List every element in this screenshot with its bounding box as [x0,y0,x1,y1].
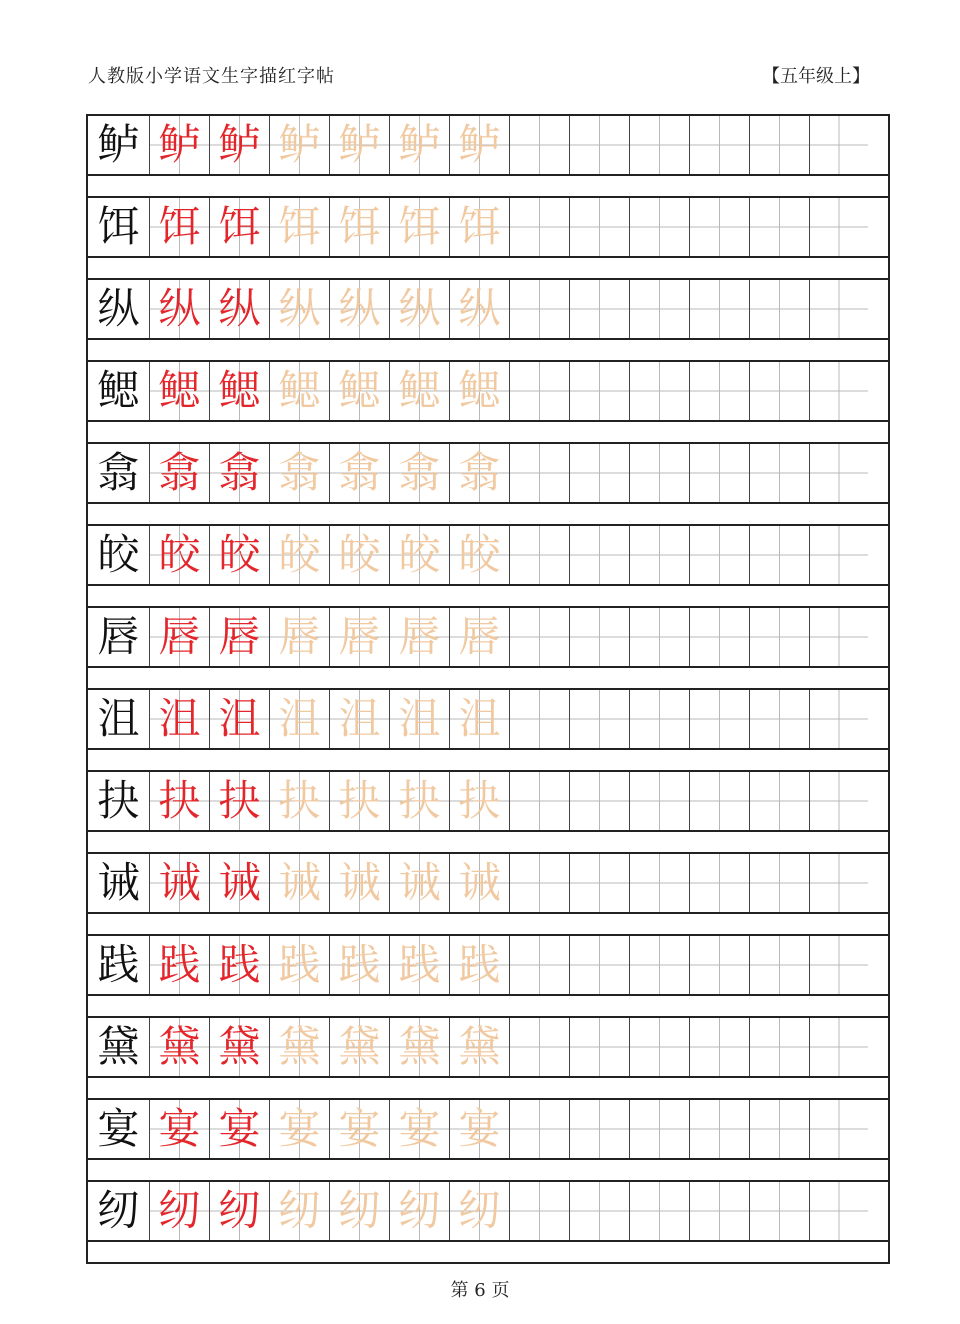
trace-character: 黛 [390,1018,450,1076]
blank-practice-cell[interactable] [690,444,750,502]
red-character: 践 [150,936,210,994]
trace-character: 沮 [270,690,330,748]
row-spacer [88,340,888,362]
practice-row [88,526,888,586]
trace-character: 鲈 [270,116,330,174]
blank-practice-cell[interactable] [510,936,570,994]
workbook-title: 人教版小学语文生字描红字帖 [88,66,335,87]
blank-practice-cell[interactable] [570,1182,630,1240]
blank-practice-cell[interactable] [750,362,810,420]
blank-practice-cell[interactable] [810,608,868,666]
red-character: 饵 [210,198,270,256]
model-character: 饵 [88,198,150,256]
trace-character: 鳃 [450,362,510,420]
trace-character: 践 [390,936,450,994]
blank-practice-cell[interactable] [810,854,868,912]
practice-row [88,444,888,504]
blank-practice-cell[interactable] [630,690,690,748]
red-character: 翕 [150,444,210,502]
trace-character: 抉 [390,772,450,830]
trace-character: 翕 [390,444,450,502]
red-character: 抉 [210,772,270,830]
trace-character: 饵 [390,198,450,256]
row-spacer [88,176,888,198]
trace-character: 纫 [390,1182,450,1240]
red-character: 沮 [150,690,210,748]
model-character: 鳃 [88,362,150,420]
model-character: 践 [88,936,150,994]
red-character: 纫 [150,1182,210,1240]
model-character: 纫 [88,1182,150,1240]
blank-practice-cell[interactable] [750,608,810,666]
trace-character: 鲈 [450,116,510,174]
blank-practice-cell[interactable] [630,198,690,256]
blank-practice-cell[interactable] [630,280,690,338]
row-spacer [88,422,888,444]
red-character: 鲈 [210,116,270,174]
trace-character: 宴 [450,1100,510,1158]
blank-practice-cell[interactable] [690,690,750,748]
practice-row [88,690,888,750]
trace-character: 鳃 [330,362,390,420]
practice-grid [86,114,890,1264]
blank-practice-cell[interactable] [750,1018,810,1076]
blank-practice-cell[interactable] [750,116,810,174]
practice-row [88,280,888,340]
blank-practice-cell[interactable] [690,1018,750,1076]
trace-character: 践 [330,936,390,994]
blank-practice-cell[interactable] [690,772,750,830]
model-character: 沮 [88,690,150,748]
red-character: 黛 [210,1018,270,1076]
blank-practice-cell[interactable] [750,1100,810,1158]
blank-practice-cell[interactable] [570,936,630,994]
blank-practice-cell[interactable] [510,362,570,420]
blank-practice-cell[interactable] [810,444,868,502]
red-character: 翕 [210,444,270,502]
blank-practice-cell[interactable] [510,444,570,502]
blank-practice-cell[interactable] [630,444,690,502]
trace-character: 纫 [270,1182,330,1240]
model-character: 黛 [88,1018,150,1076]
row-spacer [88,1160,888,1182]
blank-practice-cell[interactable] [810,116,868,174]
blank-practice-cell[interactable] [810,690,868,748]
blank-practice-cell[interactable] [510,1018,570,1076]
practice-row [88,608,888,668]
trace-character: 黛 [450,1018,510,1076]
blank-practice-cell[interactable] [690,1100,750,1158]
row-spacer [88,996,888,1018]
trace-character: 鳃 [270,362,330,420]
practice-row [88,116,888,176]
blank-practice-cell[interactable] [810,1018,868,1076]
red-character: 纵 [210,280,270,338]
blank-practice-cell[interactable] [690,1182,750,1240]
red-character: 鳃 [150,362,210,420]
blank-practice-cell[interactable] [570,772,630,830]
blank-practice-cell[interactable] [570,444,630,502]
trace-character: 抉 [270,772,330,830]
blank-practice-cell[interactable] [570,1100,630,1158]
trace-character: 翕 [270,444,330,502]
red-character: 唇 [150,608,210,666]
red-character: 皎 [150,526,210,584]
blank-practice-cell[interactable] [690,854,750,912]
blank-practice-cell[interactable] [630,1018,690,1076]
blank-practice-cell[interactable] [630,608,690,666]
red-character: 诫 [210,854,270,912]
trace-character: 纵 [330,280,390,338]
blank-practice-cell[interactable] [570,280,630,338]
model-character: 唇 [88,608,150,666]
blank-practice-cell[interactable] [570,198,630,256]
blank-practice-cell[interactable] [510,608,570,666]
trace-character: 皎 [270,526,330,584]
blank-practice-cell[interactable] [510,526,570,584]
blank-practice-cell[interactable] [750,690,810,748]
blank-practice-cell[interactable] [810,1182,868,1240]
trace-character: 抉 [330,772,390,830]
red-character: 鲈 [150,116,210,174]
blank-practice-cell[interactable] [810,198,868,256]
red-character: 唇 [210,608,270,666]
practice-row [88,854,888,914]
blank-practice-cell[interactable] [810,362,868,420]
red-character: 纫 [210,1182,270,1240]
red-character: 皎 [210,526,270,584]
trace-character: 诫 [390,854,450,912]
red-character: 抉 [150,772,210,830]
red-character: 宴 [150,1100,210,1158]
blank-practice-cell[interactable] [690,608,750,666]
blank-practice-cell[interactable] [630,854,690,912]
blank-practice-cell[interactable] [690,116,750,174]
blank-practice-cell[interactable] [750,936,810,994]
blank-practice-cell[interactable] [510,280,570,338]
blank-practice-cell[interactable] [510,690,570,748]
trace-character: 皎 [330,526,390,584]
blank-practice-cell[interactable] [570,690,630,748]
practice-row [88,1100,888,1160]
trace-character: 抉 [450,772,510,830]
red-character: 纵 [150,280,210,338]
blank-practice-cell[interactable] [570,526,630,584]
practice-row [88,1018,888,1078]
blank-practice-cell[interactable] [690,362,750,420]
model-character: 鲈 [88,116,150,174]
blank-practice-cell[interactable] [750,280,810,338]
practice-row [88,362,888,422]
blank-practice-cell[interactable] [750,1182,810,1240]
trace-character: 饵 [450,198,510,256]
trace-character: 鲈 [390,116,450,174]
blank-practice-cell[interactable] [810,280,868,338]
trace-character: 唇 [330,608,390,666]
blank-practice-cell[interactable] [570,854,630,912]
row-spacer [88,504,888,526]
grade-label: 【五年级上】 [762,66,870,87]
trace-character: 诫 [330,854,390,912]
row-spacer [88,258,888,280]
blank-practice-cell[interactable] [510,198,570,256]
blank-practice-cell[interactable] [810,772,868,830]
trace-character: 鲈 [330,116,390,174]
model-character: 翕 [88,444,150,502]
blank-practice-cell[interactable] [810,526,868,584]
red-character: 诫 [150,854,210,912]
trace-character: 唇 [390,608,450,666]
blank-practice-cell[interactable] [510,116,570,174]
trace-character: 宴 [390,1100,450,1158]
red-character: 黛 [150,1018,210,1076]
model-character: 诫 [88,854,150,912]
blank-practice-cell[interactable] [750,444,810,502]
model-character: 皎 [88,526,150,584]
practice-row [88,936,888,996]
red-character: 沮 [210,690,270,748]
trace-character: 唇 [270,608,330,666]
blank-practice-cell[interactable] [810,1100,868,1158]
blank-practice-cell[interactable] [750,526,810,584]
blank-practice-cell[interactable] [570,608,630,666]
trace-character: 纵 [450,280,510,338]
trace-character: 宴 [270,1100,330,1158]
blank-practice-cell[interactable] [750,772,810,830]
trace-character: 皎 [450,526,510,584]
row-spacer [88,1242,888,1262]
row-spacer [88,586,888,608]
trace-character: 翕 [330,444,390,502]
trace-character: 纫 [330,1182,390,1240]
trace-character: 皎 [390,526,450,584]
practice-row [88,1182,888,1242]
blank-practice-cell[interactable] [630,1182,690,1240]
blank-practice-cell[interactable] [570,116,630,174]
trace-character: 饵 [330,198,390,256]
model-character: 抉 [88,772,150,830]
blank-practice-cell[interactable] [510,854,570,912]
trace-character: 纵 [390,280,450,338]
page-number: 第 6 页 [450,1280,510,1301]
blank-practice-cell[interactable] [630,116,690,174]
blank-practice-cell[interactable] [690,198,750,256]
blank-practice-cell[interactable] [630,526,690,584]
trace-character: 践 [270,936,330,994]
trace-character: 诫 [270,854,330,912]
blank-practice-cell[interactable] [690,936,750,994]
practice-row [88,198,888,258]
row-spacer [88,668,888,690]
trace-character: 践 [450,936,510,994]
trace-character: 黛 [270,1018,330,1076]
trace-character: 翕 [450,444,510,502]
blank-practice-cell[interactable] [630,362,690,420]
trace-character: 诫 [450,854,510,912]
trace-character: 鳃 [390,362,450,420]
trace-character: 纵 [270,280,330,338]
trace-character: 黛 [330,1018,390,1076]
blank-practice-cell[interactable] [630,1100,690,1158]
row-spacer [88,914,888,936]
blank-practice-cell[interactable] [630,936,690,994]
blank-practice-cell[interactable] [810,936,868,994]
row-spacer [88,750,888,772]
blank-practice-cell[interactable] [690,280,750,338]
red-character: 鳃 [210,362,270,420]
model-character: 纵 [88,280,150,338]
row-spacer [88,832,888,854]
blank-practice-cell[interactable] [750,198,810,256]
red-character: 宴 [210,1100,270,1158]
red-character: 饵 [150,198,210,256]
trace-character: 沮 [450,690,510,748]
blank-practice-cell[interactable] [510,772,570,830]
blank-practice-cell[interactable] [570,1018,630,1076]
trace-character: 沮 [390,690,450,748]
trace-character: 纫 [450,1182,510,1240]
trace-character: 唇 [450,608,510,666]
blank-practice-cell[interactable] [510,1182,570,1240]
blank-practice-cell[interactable] [750,854,810,912]
row-spacer [88,1078,888,1100]
blank-practice-cell[interactable] [510,1100,570,1158]
trace-character: 宴 [330,1100,390,1158]
practice-row [88,772,888,832]
red-character: 践 [210,936,270,994]
blank-practice-cell[interactable] [630,772,690,830]
blank-practice-cell[interactable] [570,362,630,420]
trace-character: 饵 [270,198,330,256]
blank-practice-cell[interactable] [690,526,750,584]
trace-character: 沮 [330,690,390,748]
model-character: 宴 [88,1100,150,1158]
